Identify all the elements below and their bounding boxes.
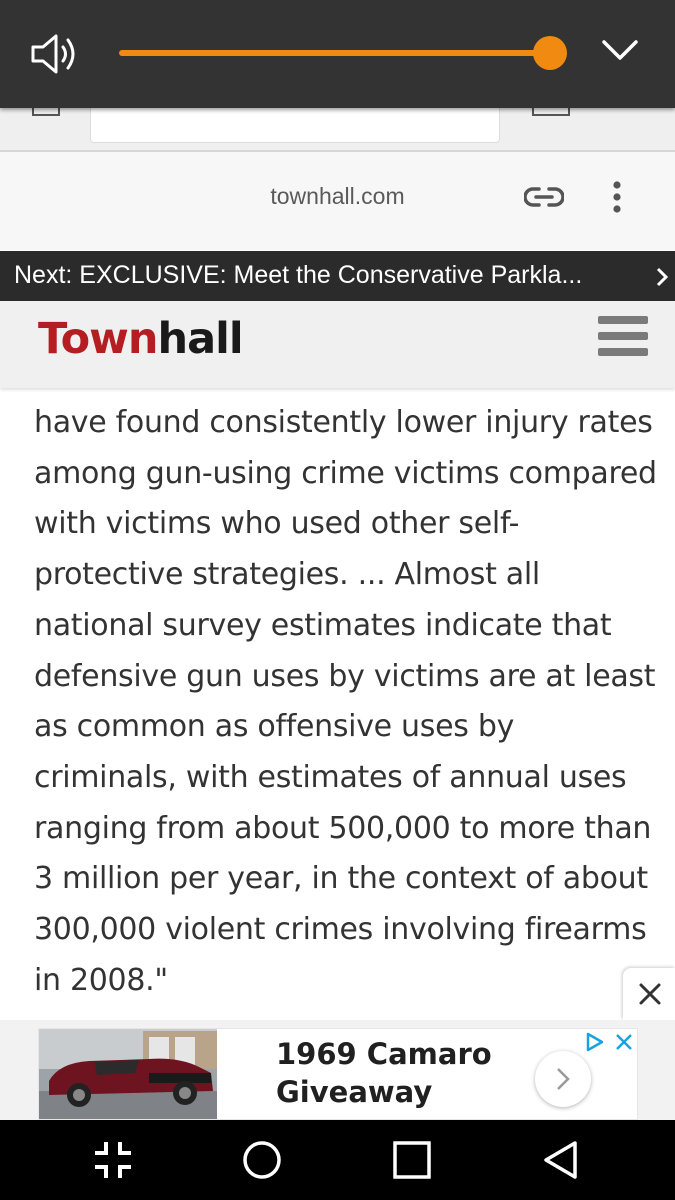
close-icon	[638, 982, 662, 1006]
adchoices-icon[interactable]	[583, 1031, 607, 1053]
volume-slider[interactable]	[119, 50, 551, 56]
ad-title[interactable]: 1969 Camaro Giveaway	[276, 1037, 492, 1109]
ad-card[interactable]	[38, 1028, 638, 1120]
partial-url-box[interactable]	[90, 102, 500, 143]
chevron-right-icon	[554, 1066, 572, 1092]
browser-tab-strip	[0, 108, 675, 150]
article-body	[34, 398, 664, 998]
clipped-text-line	[34, 388, 664, 398]
speaker-icon[interactable]	[30, 32, 80, 76]
recents-square-icon[interactable]	[390, 1138, 434, 1182]
hamburger-icon[interactable]	[598, 316, 648, 358]
back-triangle-icon[interactable]	[539, 1138, 583, 1182]
ad-car-image	[39, 1029, 217, 1119]
site-header	[0, 301, 675, 388]
ad-banner	[0, 1020, 675, 1120]
kebab-menu-icon[interactable]	[605, 180, 629, 216]
system-navigation-bar	[0, 1120, 675, 1200]
next-article-text: Next: EXCLUSIVE: Meet the Conservative Parkla...	[14, 261, 583, 289]
article-paragraph: have found consistently lower injury rates among gun-using crime victims compared with victims who used other self-protective strategies. ... Almost all national survey estimates indicate that defensive gun uses by victims are at least as common as offensive uses by criminals, with estimates of annual uses ranging from about 500,000 to more than 3 million per year, in the context of about 300,000 violent crimes involving firearms in 2008."	[34, 405, 657, 998]
townhall-logo[interactable]: Townhall	[38, 314, 243, 364]
home-circle-icon[interactable]	[240, 1138, 284, 1182]
ad-dismiss-icon[interactable]	[613, 1031, 635, 1053]
next-article-banner[interactable]	[0, 251, 675, 301]
volume-panel	[0, 0, 675, 108]
tabs-icon[interactable]	[532, 108, 570, 116]
ad-go-button[interactable]	[535, 1051, 591, 1107]
chevron-down-icon[interactable]	[600, 36, 640, 66]
tab-icon[interactable]	[32, 108, 60, 116]
volume-slider-thumb[interactable]	[533, 36, 567, 70]
url-text[interactable]: townhall.com	[270, 183, 405, 209]
link-icon[interactable]	[524, 184, 564, 210]
fullscreen-exit-icon[interactable]	[91, 1138, 135, 1182]
ad-close-button[interactable]	[623, 968, 675, 1020]
chevron-right-icon	[655, 267, 669, 287]
